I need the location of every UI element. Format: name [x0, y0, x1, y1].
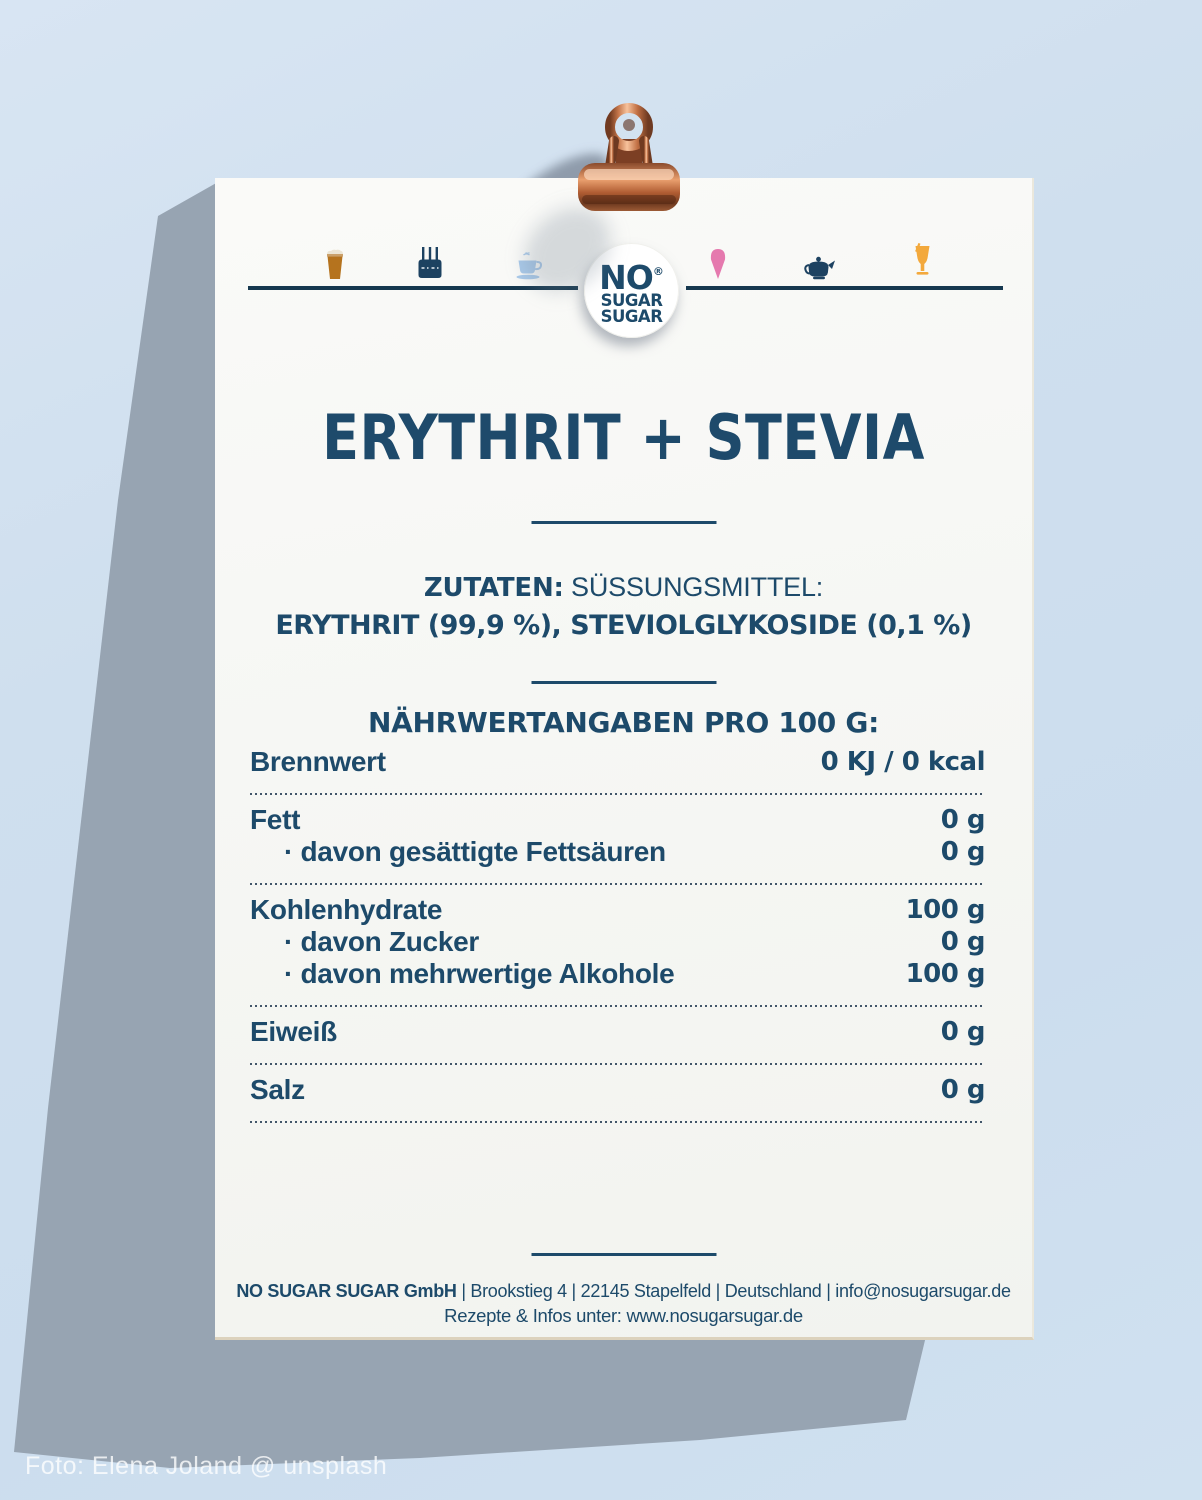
ingredients-label: ZUTATEN:	[423, 573, 564, 603]
nutrition-table	[250, 737, 985, 1123]
nutrition-row	[250, 1016, 985, 1048]
label-paper	[215, 178, 1034, 1340]
nutrition-row	[250, 1074, 985, 1106]
ingredients-line	[215, 572, 1032, 603]
nutrition-row	[250, 958, 985, 990]
product-title: ERYTHRIT + STEVIA	[322, 400, 925, 475]
clip-body-highlight	[584, 169, 674, 180]
ingredients-category: SÜSSUNGSMITTEL:	[571, 572, 824, 602]
nutrition-label: · davon gesättigte Fettsäuren	[284, 836, 666, 867]
nutrition-row	[250, 926, 985, 958]
nutrition-value: 0 g	[940, 837, 985, 867]
brand-logo-no: NO®	[599, 257, 664, 297]
nutrition-group	[250, 795, 985, 883]
birthday-cake-icon	[417, 247, 444, 280]
divider	[531, 681, 716, 684]
brand-logo-sugar2: SUGAR	[600, 306, 663, 326]
teapot-icon	[804, 254, 837, 280]
divider	[531, 521, 716, 524]
nutrition-row	[250, 746, 985, 778]
nutrition-group	[250, 885, 985, 1005]
nutrition-label: Kohlenhydrate	[250, 894, 443, 925]
header-rule-right	[686, 286, 1003, 290]
nutrition-value: 0 g	[940, 1075, 985, 1105]
nutrition-value: 100 g	[905, 959, 985, 989]
clip-body-lowlight	[582, 195, 676, 204]
nutrition-label: Eiweiß	[250, 1016, 337, 1047]
nutrition-label: Fett	[250, 804, 301, 835]
nutrition-group	[250, 1065, 985, 1121]
iced-coffee-icon	[325, 249, 345, 280]
nutrition-value: 100 g	[905, 895, 985, 925]
nutrition-label: Salz	[250, 1074, 305, 1105]
nutrition-label: Brennwert	[250, 746, 386, 777]
nutrition-group	[250, 1007, 985, 1063]
nutrition-group	[250, 737, 985, 793]
footer-address-line	[215, 1278, 1032, 1304]
nutrition-value: 0 g	[940, 805, 985, 835]
nutrition-label: · davon Zucker	[284, 926, 479, 957]
footer-website-line: Rezepte & Infos unter: www.nosugarsugar.de	[444, 1305, 803, 1326]
footer-company: NO SUGAR SUGAR GmbH	[236, 1281, 457, 1301]
nutrition-label: · davon mehrwertige Alkohole	[284, 958, 675, 989]
dotted-separator	[250, 1121, 985, 1123]
registered-mark: ®	[652, 264, 664, 278]
photo-credit: Foto: Elena Joland @ unsplash	[25, 1452, 388, 1480]
nutrition-value: 0 KJ / 0 kcal	[820, 747, 985, 777]
cocktail-icon	[911, 243, 934, 280]
nutrition-value: 0 g	[940, 927, 985, 957]
nutrition-row	[250, 836, 985, 868]
ice-cream-cone-icon	[709, 247, 727, 280]
divider	[531, 1253, 716, 1256]
brand-logo-sugar1: SUGAR	[600, 290, 663, 310]
nutrition-row	[250, 894, 985, 926]
nutrition-heading: NÄHRWERTANGABEN PRO 100 G:	[368, 706, 879, 739]
footer-address: | Brookstieg 4 | 22145 Stapelfeld | Deutschland | info@nosugarsugar.de	[461, 1281, 1011, 1301]
clip-handle-hole	[623, 119, 635, 131]
nutrition-row	[250, 804, 985, 836]
binder-clip	[554, 99, 704, 221]
header-rule-left	[248, 286, 578, 290]
ingredients-detail: ERYTHRIT (99,9 %), STEVIOLGLYKOSIDE (0,1 %)	[275, 610, 972, 641]
nutrition-value: 0 g	[940, 1017, 985, 1047]
